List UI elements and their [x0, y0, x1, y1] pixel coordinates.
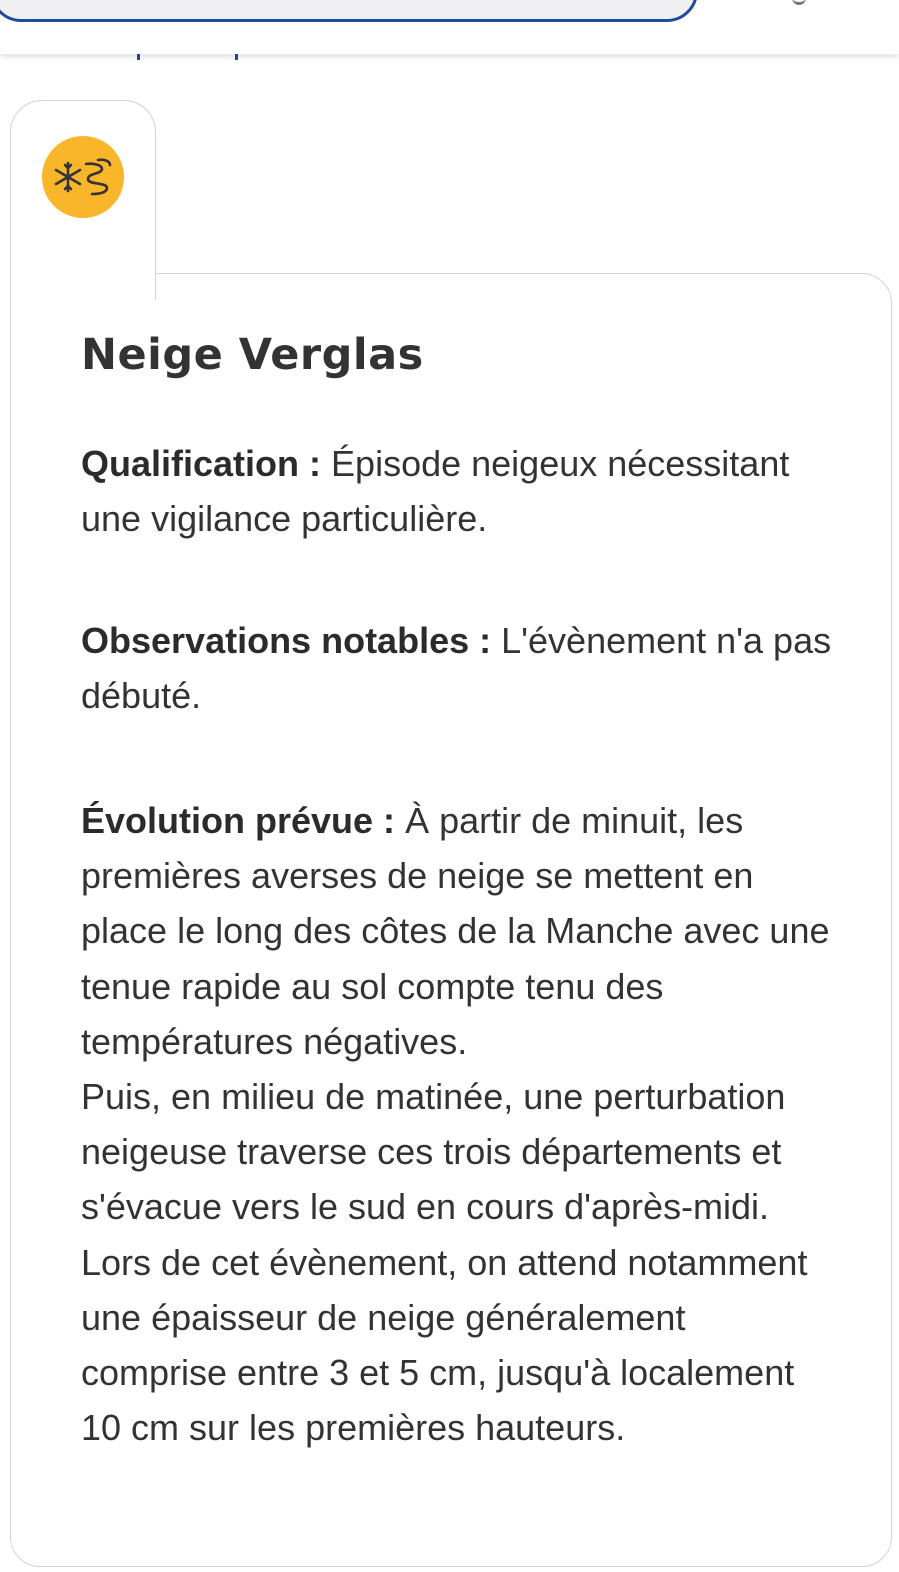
observations-label: Observations notables :	[81, 620, 492, 661]
evolution-text-1: À partir de minuit, les premières averses de neige se mettent en place le long des côtes de la Manche avec une tenue rapide au sol compte tenu des températures négatives.	[81, 800, 830, 1062]
menu-icon[interactable]	[792, 0, 806, 5]
snow-ice-icon	[42, 136, 124, 218]
qualification-label: Qualification :	[81, 443, 322, 484]
evolution-text-3: Lors de cet évènement, on attend notamment une épaisseur de neige généralement comprise entre 3 et 5 cm, jusqu'à localement 10 cm sur les premières hauteurs.	[81, 1241, 808, 1449]
hazard-title: Neige Verglas	[81, 330, 424, 380]
qualification-text: Épisode neigeux nécessitant une vigilance particulière.	[81, 443, 790, 540]
header-bar	[0, 0, 899, 54]
observations-text: L'évènement n'a pas débuté.	[81, 620, 832, 717]
evolution-paragraph	[81, 793, 841, 1455]
evolution-text-2: Puis, en milieu de matinée, une perturbation neigeuse traverse ces trois départements et s'évacue vers le sud en cours d'après-midi.	[81, 1076, 786, 1228]
observations-paragraph	[81, 613, 841, 723]
evolution-label: Évolution prévue :	[81, 800, 396, 841]
search-field[interactable]	[0, 0, 698, 22]
qualification-paragraph	[81, 436, 841, 546]
